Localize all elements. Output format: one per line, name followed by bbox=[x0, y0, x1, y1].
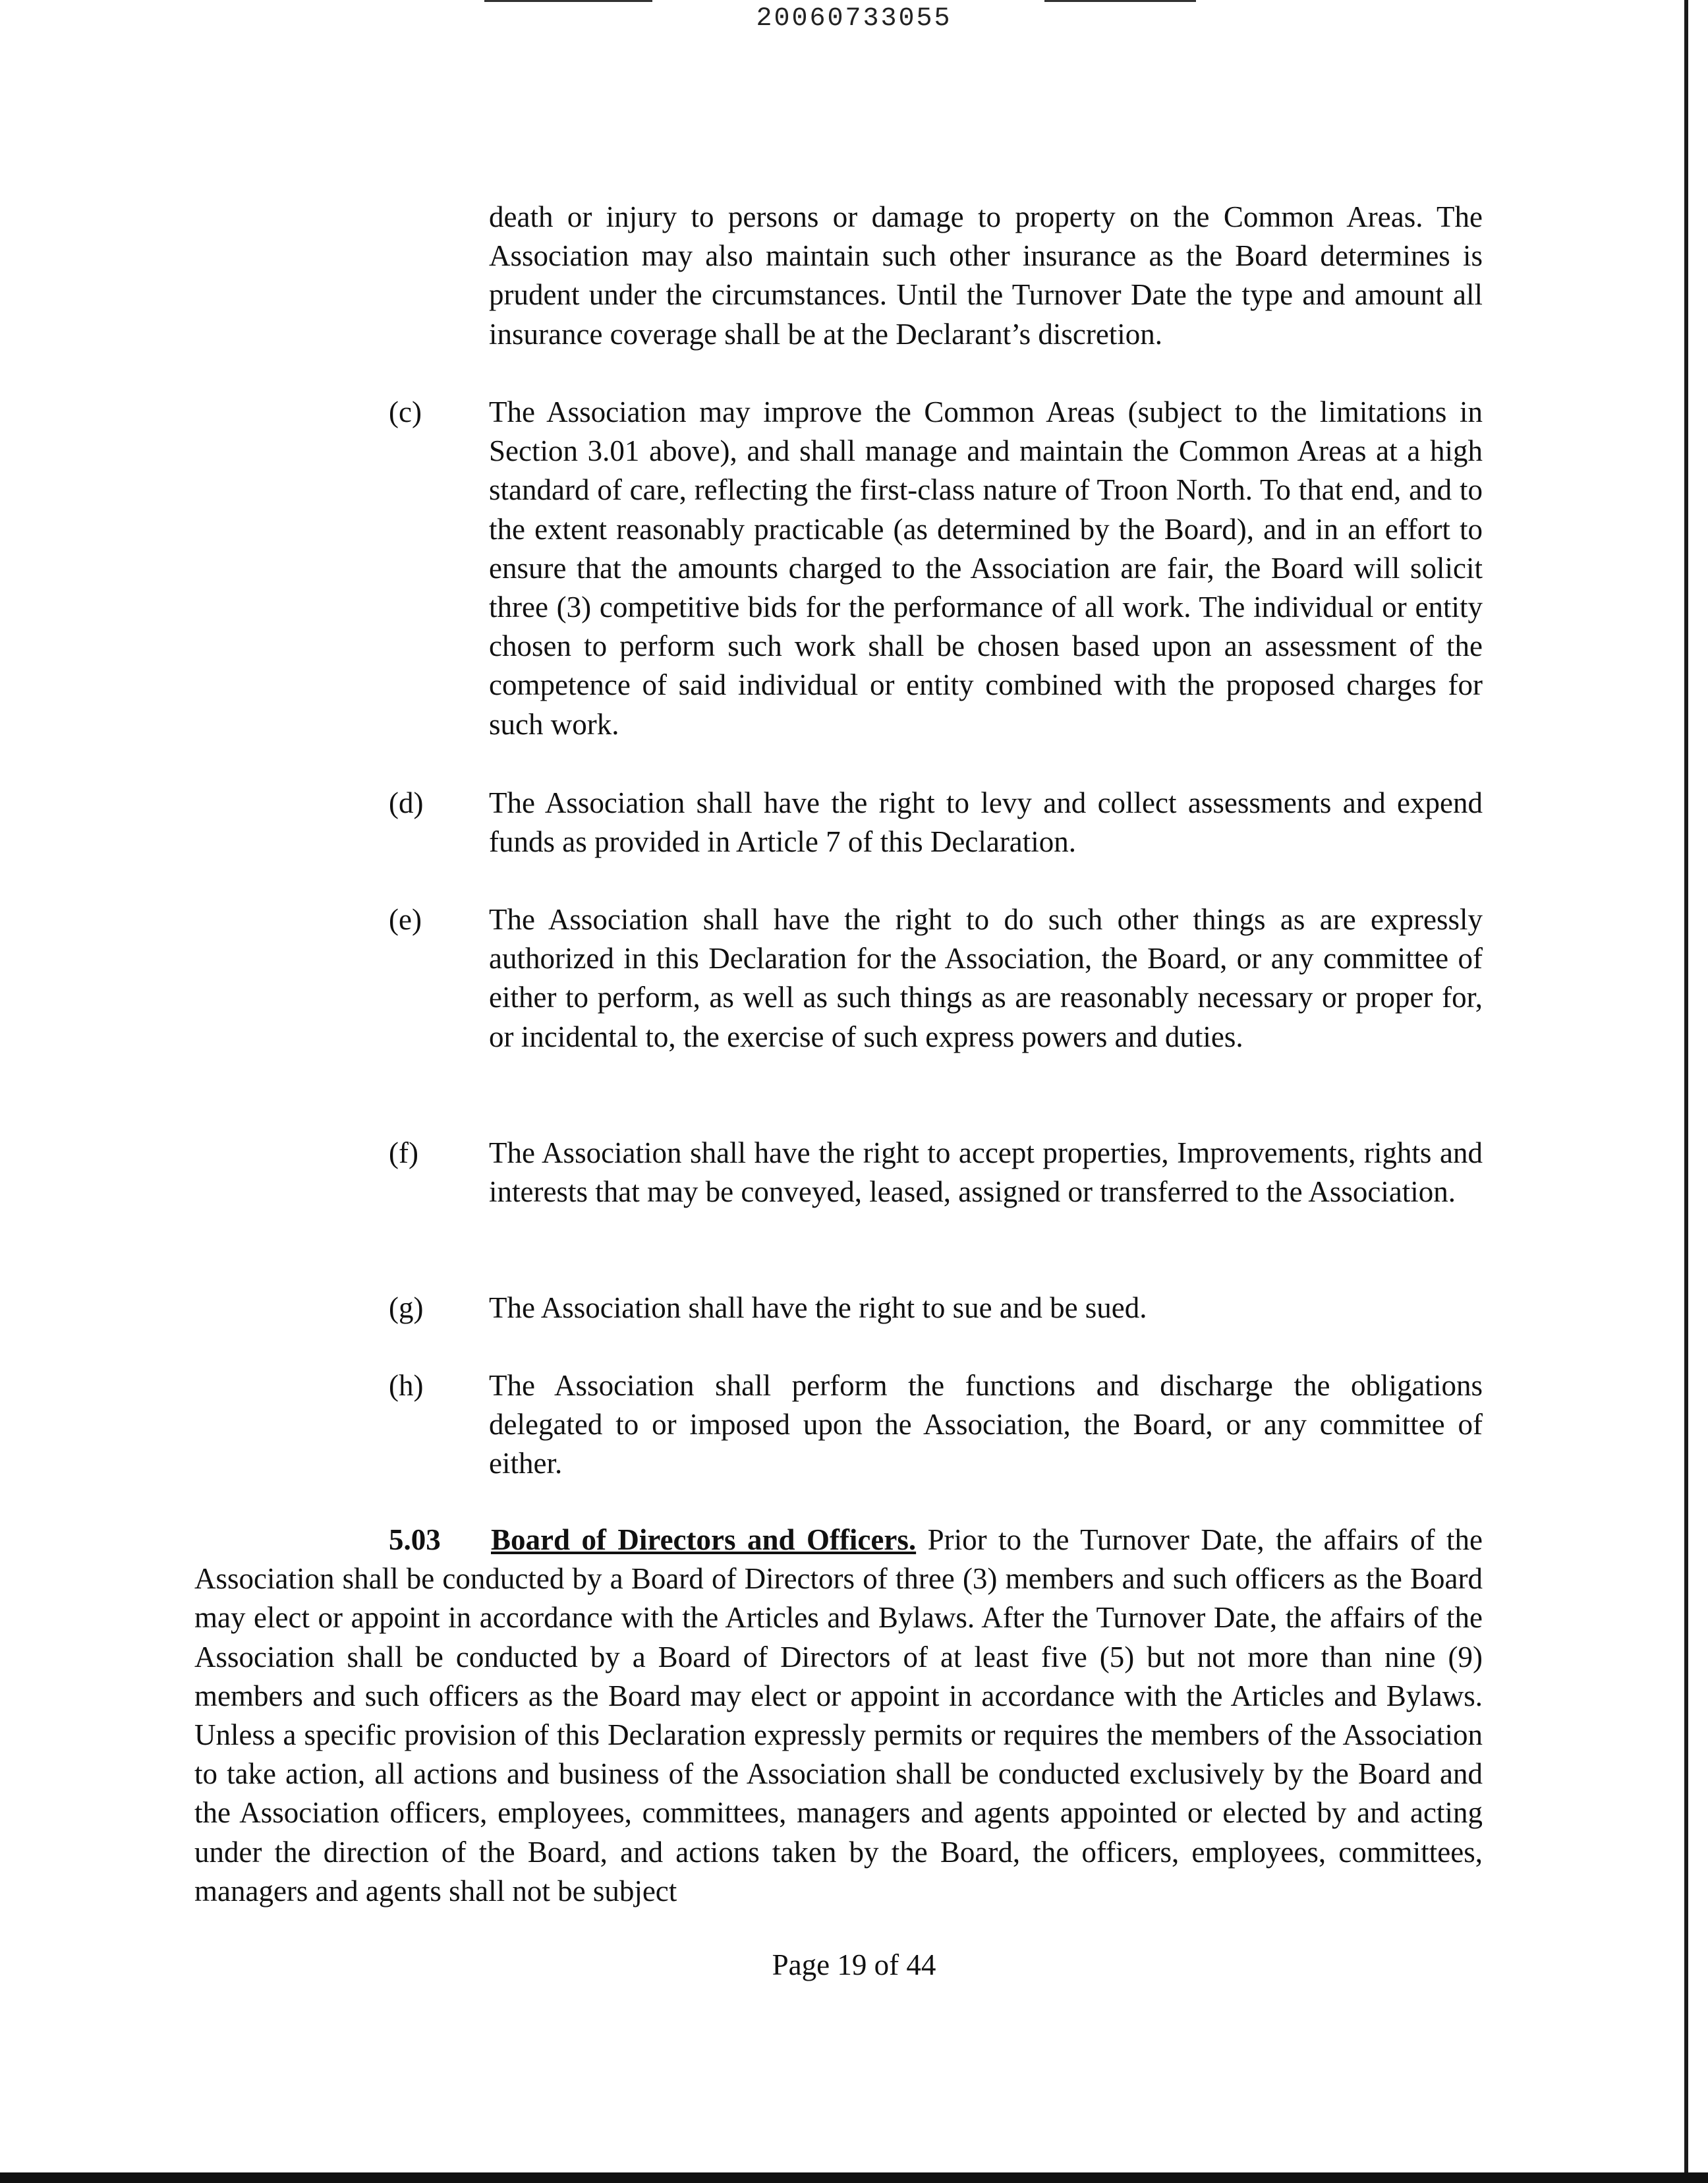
item-label: (d) bbox=[389, 786, 424, 819]
item-text: The Association shall have the right to accept properties, Improvements, rights and interests that may be conveyed, leased, assigned or transferred to the Association. bbox=[489, 1136, 1483, 1209]
section-title: Board of Directors and Officers. bbox=[491, 1523, 917, 1556]
scan-edge-right bbox=[1684, 0, 1688, 2183]
item-label: (g) bbox=[389, 1291, 424, 1324]
page-number: Page 19 of 44 bbox=[772, 1948, 936, 1981]
item-text: The Association may improve the Common Areas (subject to the limitations in Section 3.01 above), and shall manage and maintain the Common Areas at a high standard of care, reflecting the first-class nature of Troon North. To that end, and to the extent reasonably practicable (as determined by the Board), and in an effort to ensure that the amounts charged to the Association are fair, the Board will solicit three (3) competitive bids for the performance of all work. The individual or entity chosen to perform such work shall be chosen based upon an assessment of the competence of said individual or entity combined with the proposed charges for such work. bbox=[489, 395, 1483, 741]
item-text: The Association shall have the right to sue and be sued. bbox=[489, 1291, 1147, 1324]
scan-artifact-line-right bbox=[1044, 0, 1196, 2]
item-text: The Association shall perform the functions and discharge the obligations delegated to or imposed upon the Association, the Board, or any committee of either. bbox=[489, 1369, 1483, 1480]
section-number: 5.03 bbox=[389, 1523, 441, 1556]
item-text: The Association shall have the right to levy and collect assessments and expend funds as provided in Article 7 of this Declaration. bbox=[489, 786, 1483, 859]
item-text: The Association shall have the right to do such other things as are expressly authorized in this Declaration for the Association, the Board, or any committee of either to perform, as well as such things as are reasonably necessary or proper for, or incidental to, the exercise of such express powers and duties. bbox=[489, 903, 1483, 1053]
scan-artifact-line-left bbox=[484, 0, 652, 2]
intro-paragraph: death or injury to persons or damage to property on the Common Areas. The Association may also maintain such other insurance as the Board determines is prudent under the circumstances. Until the Turnover Date the type and amount all insurance coverage shall be at the Declarant’s discretion. bbox=[489, 200, 1483, 351]
item-label: (e) bbox=[389, 903, 422, 936]
item-label: (h) bbox=[389, 1369, 424, 1402]
item-label: (f) bbox=[389, 1136, 418, 1169]
item-label: (c) bbox=[389, 395, 422, 428]
section-text: Prior to the Turnover Date, the affairs of the Association shall be conducted by a Board of Directors of three (3) members and such officers as the Board may elect or appoint in accordance with the Articles and Bylaws. After the Turnover Date, the affairs of the Association shall be conducted by a Board of Directors of at least five (5) but not more than nine (9) members and such officers as the Board may elect or appoint in accordance with the Articles and Bylaws. Unless a specific provision of this Declaration expressly permits or requires the members of the Association to take action, all actions and business of the Association shall be conducted exclusively by the Board and the Association officers, employees, committees, managers and agents appointed or elected by and acting under the direction of the Board, and actions taken by the Board, the officers, employees, committees, managers and agents shall not be subject bbox=[194, 1523, 1483, 1907]
scan-edge-bottom bbox=[0, 2172, 1708, 2183]
section-5-03 bbox=[194, 1521, 1483, 1911]
recording-number: 20060733055 bbox=[756, 4, 952, 34]
